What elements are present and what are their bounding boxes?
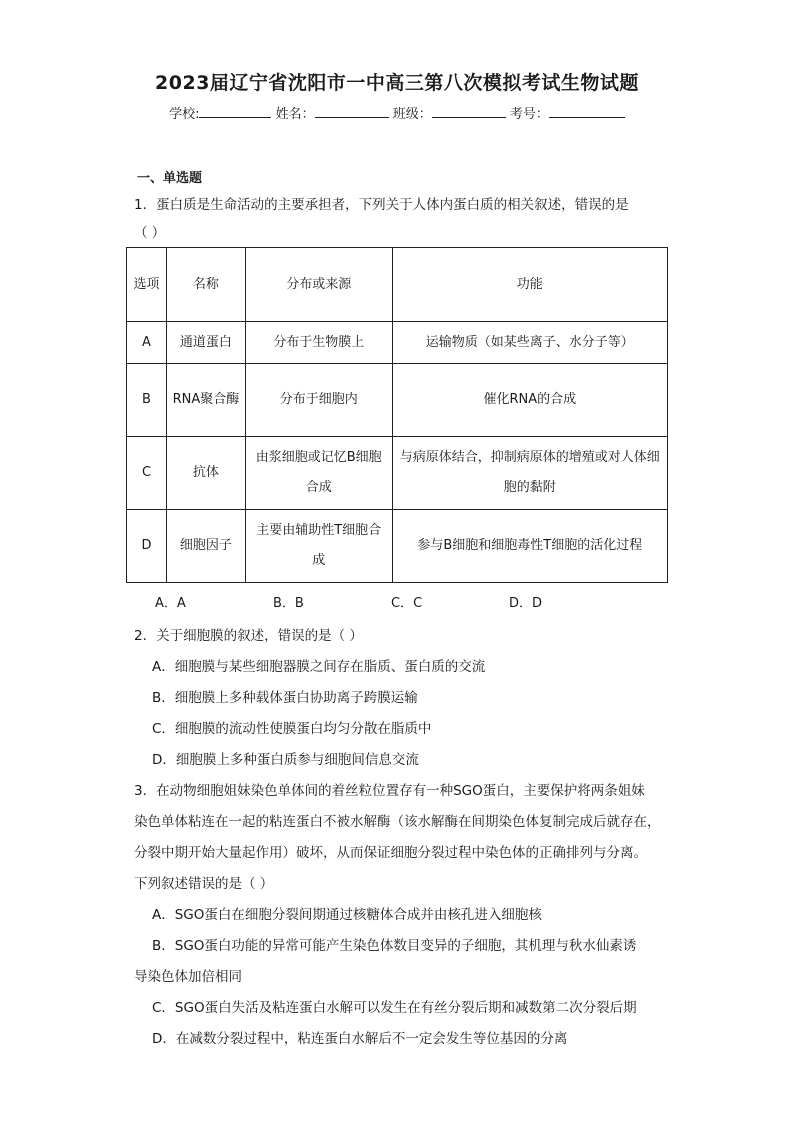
table-cell: 运输物质（如某些离子、水分子等） (392, 322, 667, 364)
table-cell: 主要由辅助性T细胞合成 (245, 510, 392, 583)
q1-option-c[interactable]: C．C (391, 596, 423, 611)
table-cell: C (127, 437, 167, 510)
table-cell: A (127, 322, 167, 364)
table-header-cell: 名称 (166, 248, 245, 322)
exam-title: 2023届辽宁省沈阳市一中高三第八次模拟考试生物试题 (155, 72, 639, 94)
table-cell: D (127, 510, 167, 583)
name-label: 姓名： (275, 107, 315, 122)
table-cell: 由浆细胞或记忆B细胞合成 (245, 437, 392, 510)
q3-option-b-continued: 导染色体加倍相同 (134, 969, 242, 985)
q2-option-d[interactable]: D．细胞膜上多种蛋白质参与细胞间信息交流 (152, 752, 419, 768)
section-heading: 一、单选题 (137, 171, 203, 186)
number-blank[interactable] (549, 105, 625, 118)
school-blank[interactable] (199, 105, 271, 118)
table-cell: 催化RNA的合成 (392, 364, 667, 437)
q3-option-c[interactable]: C．SGO蛋白失活及粘连蛋白水解可以发生在有丝分裂后期和减数第二次分裂后期 (152, 1000, 637, 1016)
q1-stem-line1: 1．蛋白质是生命活动的主要承担者，下列关于人体内蛋白质的相关叙述，错误的是 (134, 197, 629, 213)
number-label: 考号： (509, 107, 549, 122)
school-label: 学校: (169, 107, 200, 122)
q3-stem-line3: 分裂中期开始大量起作用）破坏，从而保证细胞分裂过程中染色体的正确排列与分离。 (134, 845, 647, 861)
q3-stem-line1: 3．在动物细胞姐妹染色单体间的着丝粒位置存有一种SGO蛋白，主要保护将两条姐妹 (134, 783, 645, 799)
table-row (127, 510, 668, 583)
table-row (127, 322, 668, 364)
table-cell: B (127, 364, 167, 437)
q3-option-d[interactable]: D．在减数分裂过程中，粘连蛋白水解后不一定会发生等位基因的分离 (152, 1031, 568, 1047)
q2-stem: 2．关于细胞膜的叙述，错误的是（ ） (134, 628, 363, 644)
table-header-row (127, 248, 668, 322)
table-cell: 细胞因子 (166, 510, 245, 583)
student-info-row (0, 103, 794, 122)
table-cell: 分布于生物膜上 (245, 322, 392, 364)
q3-stem-line4: 下列叙述错误的是（ ） (134, 876, 274, 892)
table-cell: 参与B细胞和细胞毒性T细胞的活化过程 (392, 510, 667, 583)
table-cell: 抗体 (166, 437, 245, 510)
q2-option-b[interactable]: B．细胞膜上多种载体蛋白协助离子跨膜运输 (152, 690, 418, 706)
table-cell: 分布于细胞内 (245, 364, 392, 437)
q1-table (126, 247, 668, 583)
table-cell: 与病原体结合，抑制病原体的增殖或对人体细胞的黏附 (392, 437, 667, 510)
class-label: 班级： (392, 107, 432, 122)
table-header-cell: 功能 (392, 248, 667, 322)
table-header-cell: 分布或来源 (245, 248, 392, 322)
q1-options (155, 592, 615, 611)
q2-option-c[interactable]: C．细胞膜的流动性使膜蛋白均匀分散在脂质中 (152, 721, 432, 737)
class-blank[interactable] (432, 105, 506, 118)
q1-option-d[interactable]: D．D (509, 596, 543, 611)
table-row (127, 437, 668, 510)
q3-stem-line2: 染色单体粘连在一起的粘连蛋白不被水解酶（该水解酶在间期染色体复制完成后就存在， (134, 814, 661, 830)
q1-option-a[interactable]: A．A (155, 596, 186, 611)
name-blank[interactable] (315, 105, 389, 118)
table-row (127, 364, 668, 437)
q3-option-a[interactable]: A．SGO蛋白在细胞分裂间期通过核糖体合成并由核孔进入细胞核 (152, 907, 542, 923)
table-header-cell: 选项 (127, 248, 167, 322)
table-cell: 通道蛋白 (166, 322, 245, 364)
q3-option-b[interactable]: B．SGO蛋白功能的异常可能产生染色体数目变异的子细胞，其机理与秋水仙素诱 (152, 938, 637, 954)
q2-option-a[interactable]: A．细胞膜与某些细胞器膜之间存在脂质、蛋白质的交流 (152, 659, 486, 675)
q1-option-b[interactable]: B．B (273, 596, 304, 611)
q1-stem-line2: （ ） (134, 225, 166, 241)
table-cell: RNA聚合酶 (166, 364, 245, 437)
